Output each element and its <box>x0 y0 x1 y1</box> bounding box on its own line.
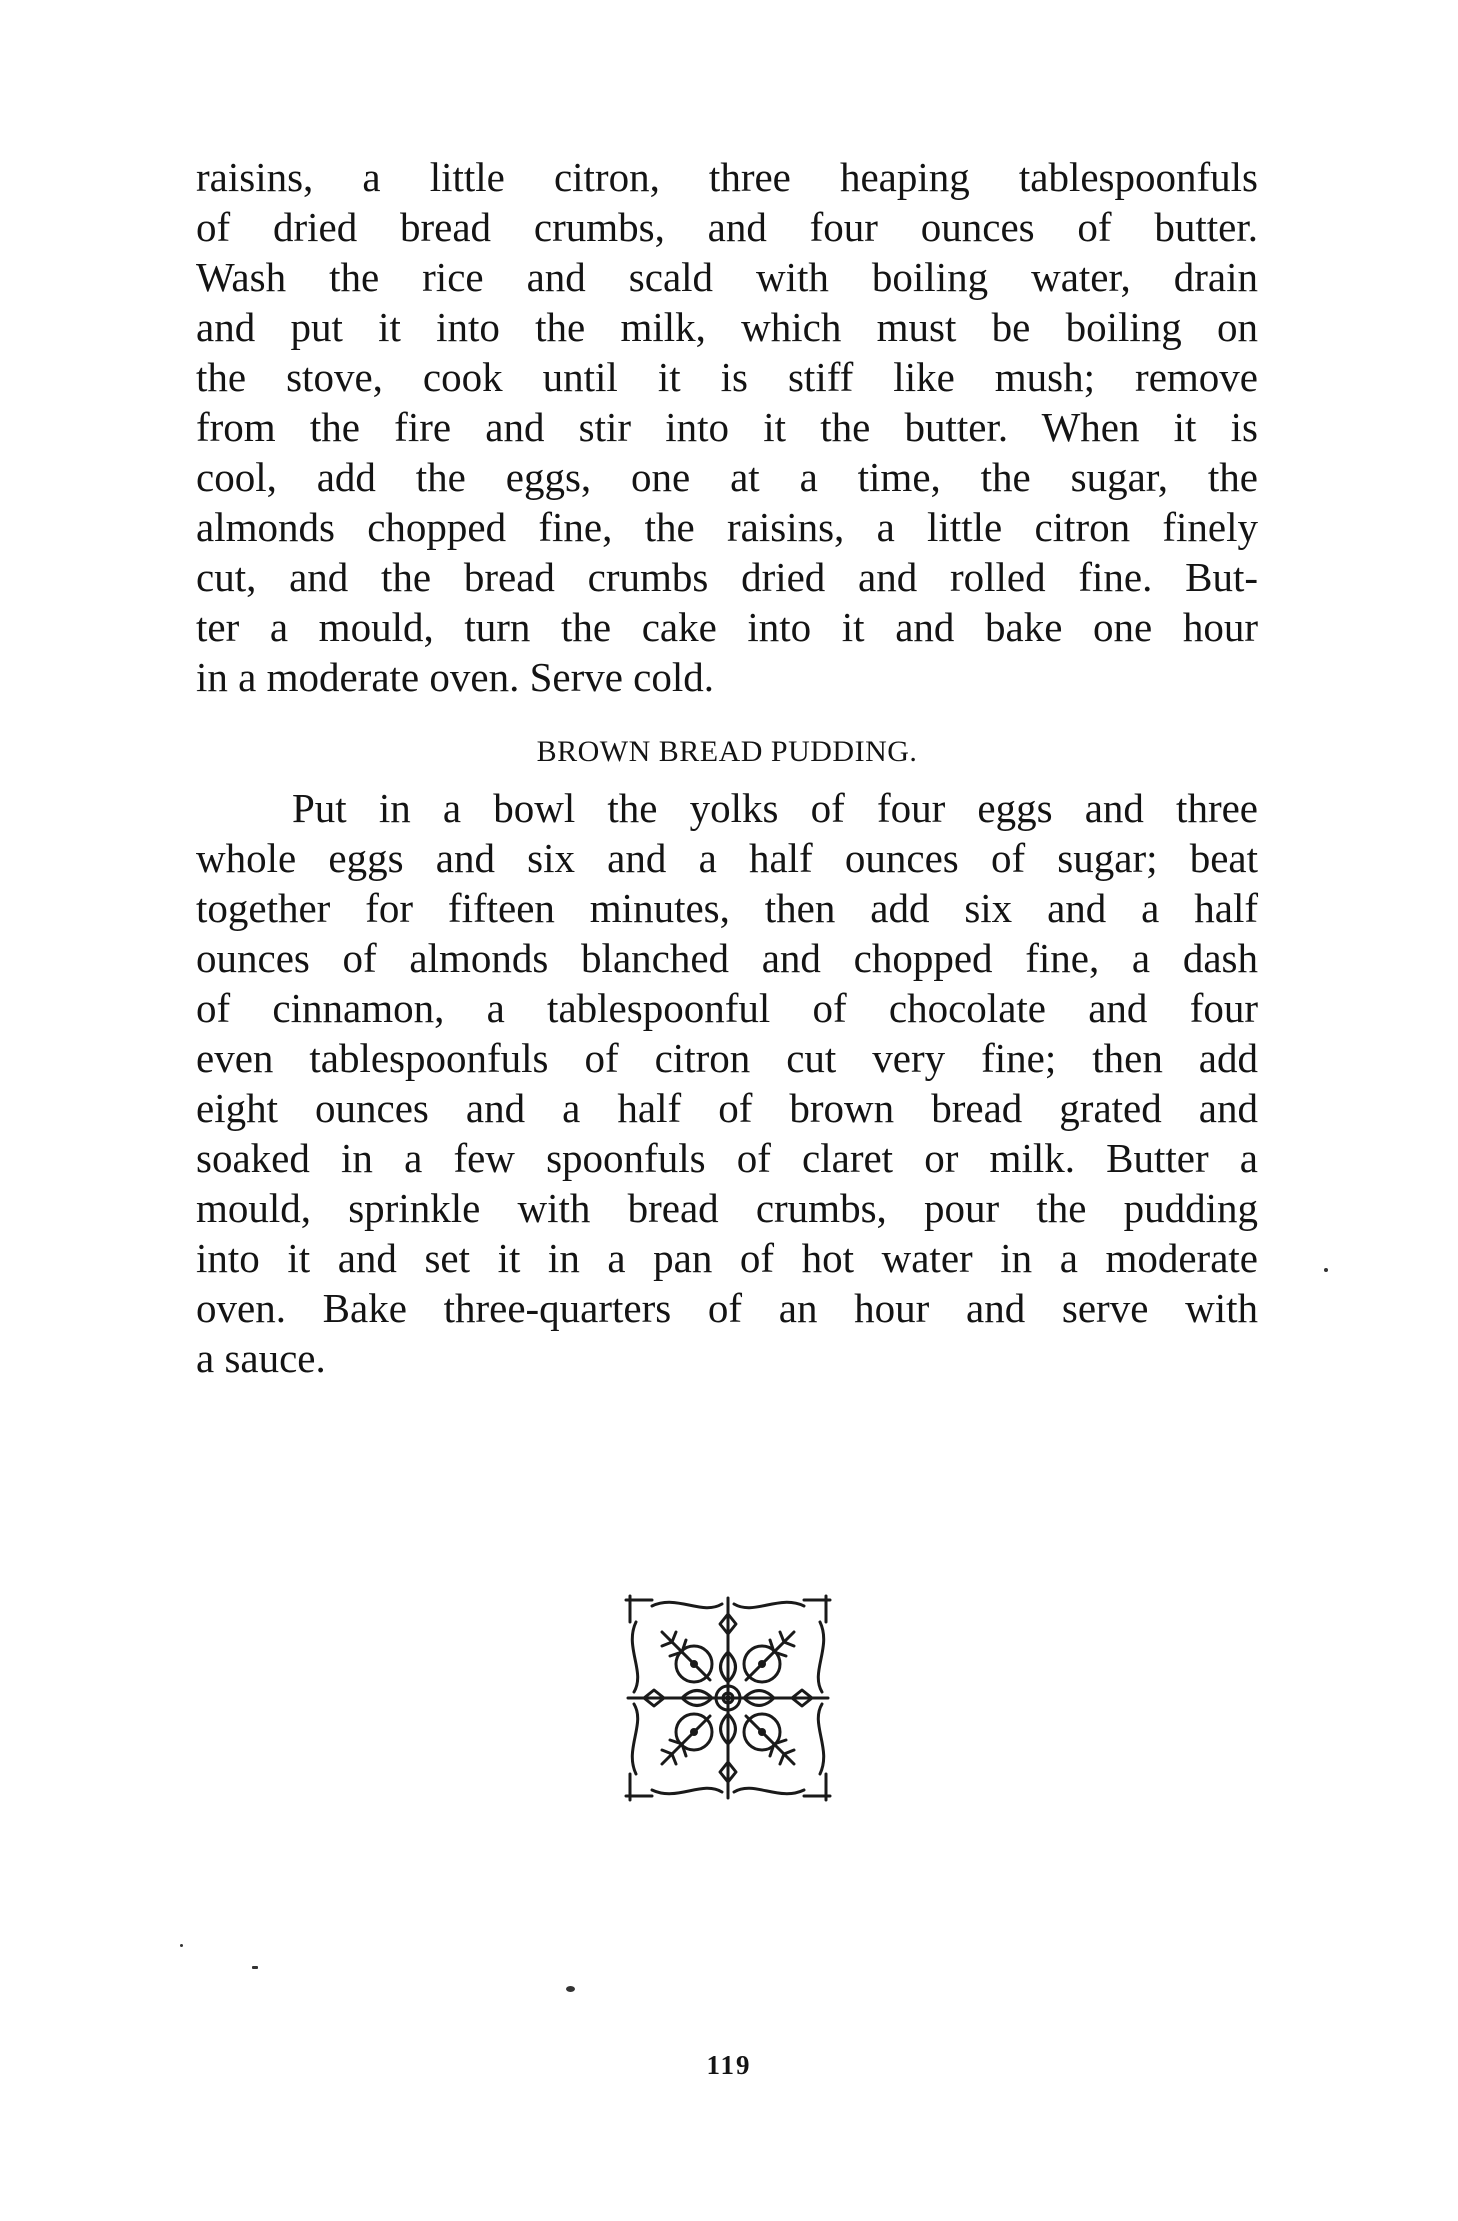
text-line: and put it into the milk, which must be boiling on <box>196 304 1258 350</box>
scan-speck <box>1324 1268 1328 1272</box>
text-line: oven. Bake three-quarters of an hour and serve with <box>196 1285 1258 1331</box>
text-line: raisins, a little citron, three heaping tablespoonfuls <box>196 154 1258 200</box>
scan-speck <box>252 1966 258 1969</box>
text-line: Put in a bowl the yolks of four eggs and three <box>292 785 1258 831</box>
text-line: the stove, cook until it is stiff like mush; remove <box>196 354 1258 400</box>
text-line: mould, sprinkle with bread crumbs, pour the pudding <box>196 1185 1258 1231</box>
text-line: soaked in a few spoonfuls of claret or milk. Butter a <box>196 1135 1258 1181</box>
floral-ornament-icon <box>622 1592 834 1804</box>
text-line: into it and set it in a pan of hot water in a moderate <box>196 1235 1258 1281</box>
text-line: together for fifteen minutes, then add six and a half <box>196 885 1258 931</box>
recipe-heading: BROWN BREAD PUDDING. <box>536 735 918 768</box>
text-line: of dried bread crumbs, and four ounces of butter. <box>196 204 1258 250</box>
text-line: cool, add the eggs, one at a time, the sugar, the <box>196 454 1258 500</box>
text-line: from the fire and stir into it the butter. When it is <box>196 404 1258 450</box>
text-line: almonds chopped fine, the raisins, a little citron finely <box>196 504 1258 550</box>
text-line: cut, and the bread crumbs dried and rolled fine. But- <box>196 554 1258 600</box>
text-line: eight ounces and a half of brown bread grated and <box>196 1085 1258 1131</box>
text-line: a sauce. <box>196 1335 326 1381</box>
page-number: 119 <box>706 2050 752 2080</box>
text-line: Wash the rice and scald with boiling water, drain <box>196 254 1258 300</box>
text-line: of cinnamon, a tablespoonful of chocolate and four <box>196 985 1258 1031</box>
text-line: even tablespoonfuls of citron cut very fine; then add <box>196 1035 1258 1081</box>
text-line: in a moderate oven. Serve cold. <box>196 654 715 700</box>
recipe-body-text <box>196 783 1258 1383</box>
scan-speck <box>180 1944 183 1947</box>
text-line: ounces of almonds blanched and chopped fine, a dash <box>196 935 1258 981</box>
scan-speck <box>566 1986 575 1992</box>
text-line: ter a mould, turn the cake into it and bake one hour <box>196 604 1258 650</box>
text-line: whole eggs and six and a half ounces of sugar; beat <box>196 835 1258 881</box>
continued-recipe-text <box>196 152 1258 702</box>
